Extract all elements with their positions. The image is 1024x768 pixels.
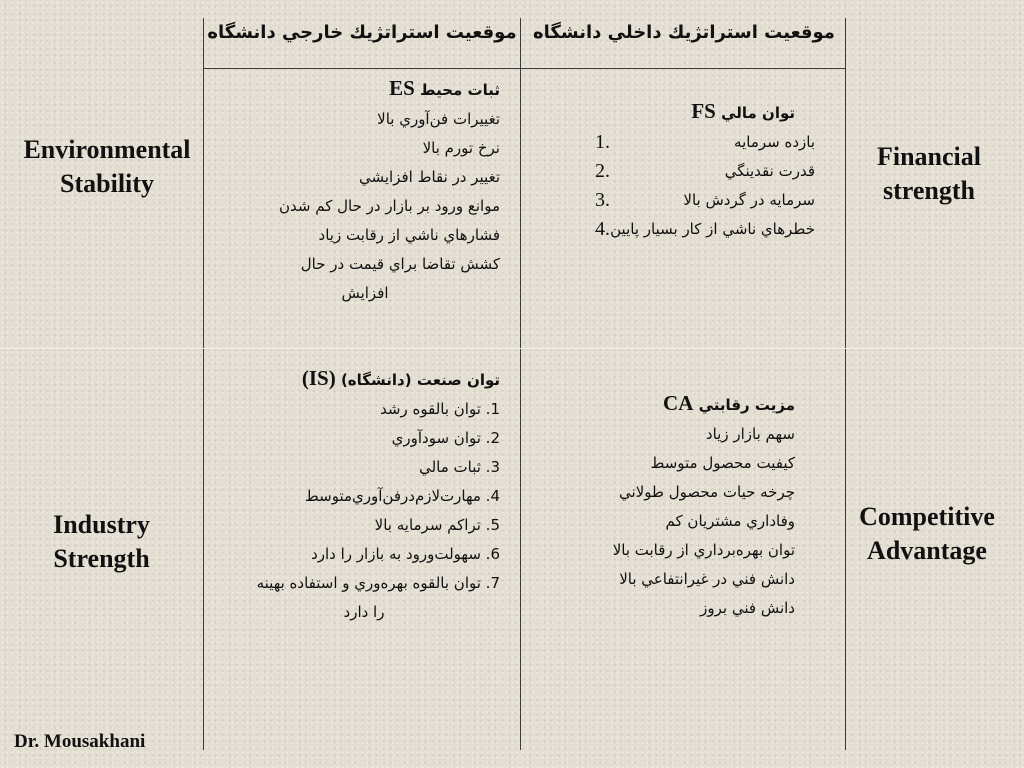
is-item: 2. توان سودآوري	[391, 429, 500, 447]
grid-line-right	[845, 18, 846, 750]
es-item: نرخ تورم بالا	[422, 139, 500, 157]
ca-item: چرخه حيات محصول طولاني	[619, 483, 795, 501]
es-item: افزايش	[341, 284, 389, 302]
label-environmental-stability: Environmental Stability	[23, 135, 191, 198]
fs-item: بازده سرمايه 1.	[595, 131, 815, 153]
fs-block	[525, 97, 815, 244]
header-external: موقعيت استراتژيك خارجي دانشگاه	[207, 22, 517, 43]
is-item: را دارد	[343, 603, 385, 621]
fs-title: توان مالي FS	[691, 99, 795, 123]
ca-item: توان بهره‌برداري از رقابت بالا	[612, 541, 795, 559]
fs-item: قدرت نقدينگي 2.	[595, 160, 815, 182]
is-block	[228, 364, 500, 627]
is-item: 3. ثبات مالي	[419, 458, 500, 476]
is-item: 4. مهارت‌لازم‌درفن‌آوري‌متوسط	[304, 487, 500, 505]
is-item: 6. سهولت‌ورود به بازار را دارد	[311, 545, 500, 563]
ca-block	[525, 389, 795, 623]
is-title: توان صنعت (دانشگاه) (IS)	[301, 366, 500, 390]
label-competitive-advantage: Competitive Advantage	[859, 502, 995, 565]
grid-line-middle	[520, 18, 521, 750]
author-footer: Dr. Mousakhani	[14, 731, 146, 752]
ca-title: مزيت رقابتي CA	[663, 391, 795, 415]
is-item: 5. تراكم سرمايه بالا	[374, 516, 500, 534]
label-financial-strength: Financial strength	[876, 142, 981, 205]
es-item: تغييرات فن‌آوري بالا	[377, 110, 500, 128]
fs-item: سرمايه در گردش بالا 3.	[595, 189, 815, 211]
es-item: موانع ورود بر بازار در حال كم شدن	[279, 197, 500, 215]
header-internal: موقعيت استراتژيك داخلي دانشگاه	[533, 22, 835, 43]
es-item: تغيير در نقاط افزايشي	[358, 168, 500, 186]
ca-item: كيفيت محصول متوسط	[650, 454, 795, 472]
ca-item: وفاداري مشتريان كم	[665, 512, 795, 530]
es-block	[230, 74, 500, 308]
es-item: فشارهاي ناشي از رقابت زياد	[318, 226, 500, 244]
is-item: 1. توان بالقوه رشد	[380, 400, 500, 418]
fs-item: خطرهاي ناشي از كار بسيار پايين 4.	[595, 218, 815, 240]
es-item: كشش تقاضا براي قيمت در حال	[300, 255, 500, 273]
grid-line-left	[203, 18, 204, 750]
row-divider	[0, 348, 1024, 349]
label-industry-strength: Industry Strength	[53, 510, 150, 573]
ca-item: دانش فني بروز	[700, 599, 795, 617]
ca-item: دانش فني در غيرانتفاعي بالا	[619, 570, 795, 588]
es-title: ثبات محيط ES	[389, 76, 500, 100]
header-underline	[203, 68, 845, 69]
is-item: 7. توان بالقوه بهره‌وري و استفاده بهينه	[256, 574, 500, 592]
ca-item: سهم بازار زياد	[705, 425, 795, 443]
